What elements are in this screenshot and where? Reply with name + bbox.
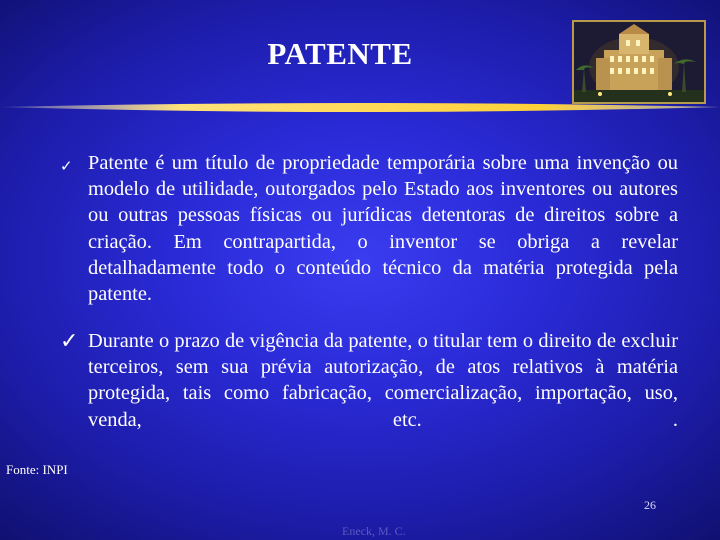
title-underline-swoosh — [0, 95, 720, 125]
bullet-text: Durante o prazo de vigência da patente, o titular tem o direito de excluir terceiros, sem sua prévia autorização, de atos relativos à matéria protegida, tais como fabricação, comercialização, importação, uso, venda, etc. . — [88, 330, 678, 431]
bullet-item — [60, 150, 678, 307]
slide-title: PATENTE — [267, 36, 413, 71]
bullet-text: Patente é um título de propriedade temporária sobre uma invenção ou modelo de utilidade, outorgados pelo Estado aos inventores ou autores ou outras pessoas físicas ou jurídicas detentoras de direitos sobre a criação. Em contrapartida, o inventor se obriga a revelar detalhadamente todo o conteúdo técnico da matéria protegida pela patente. — [88, 152, 678, 306]
bullet-item — [60, 328, 678, 433]
author-footer: Eneck, M. C. — [342, 524, 406, 538]
page-number: 26 — [644, 498, 656, 512]
checkmark-icon: ✓ — [60, 157, 73, 175]
source-note: Fonte: INPI — [6, 462, 68, 477]
building-photo — [572, 20, 706, 104]
checkmark-icon: ✓ — [60, 329, 79, 354]
